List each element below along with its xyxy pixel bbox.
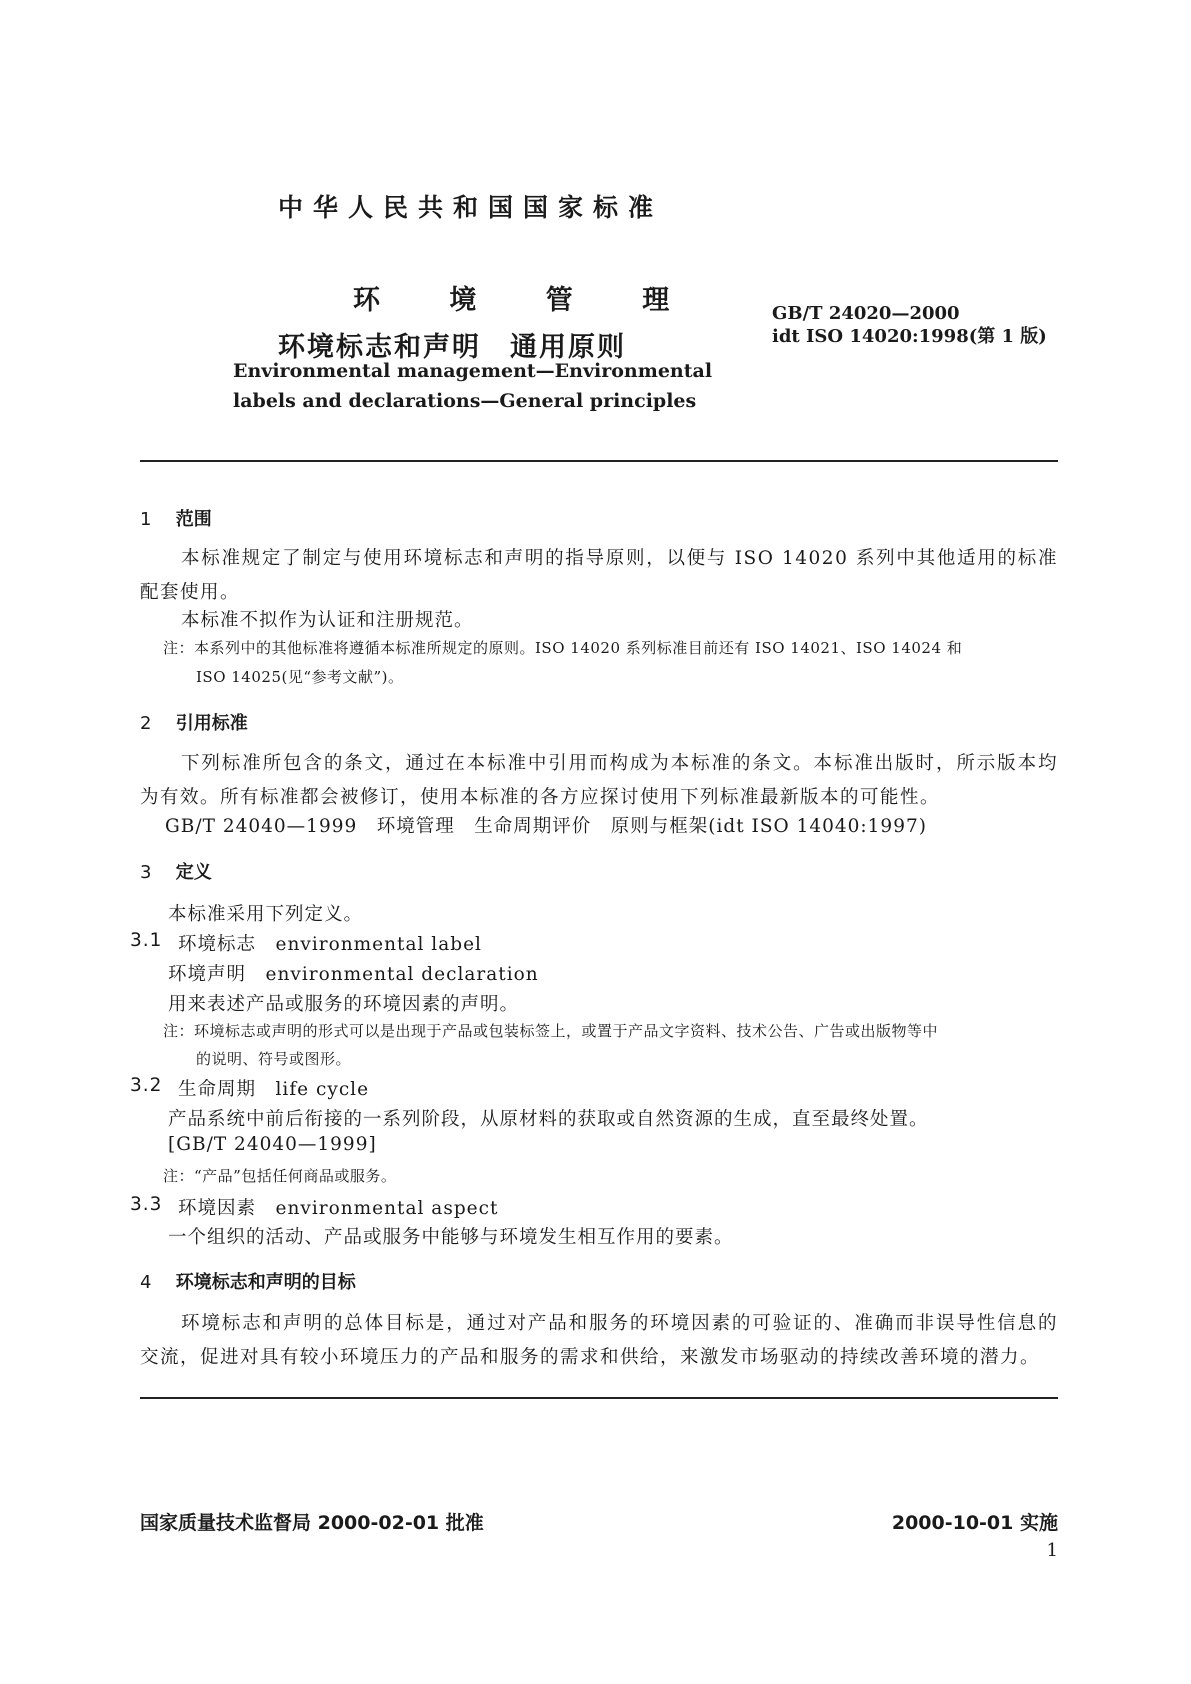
section-2-paragraph-1: 下列标准所包含的条文，通过在本标准中引用而构成为本标准的条文。本标准出版时，所示版本均为有效。所有标准都会被修订，使用本标准的各方应探讨使用下列标准最新版本的可能性。 <box>140 753 1058 808</box>
term-3-1-number: 3.1 <box>130 930 163 951</box>
approval-info: 国家质量技术监督局 2000-02-01 批准 <box>140 1512 484 1534</box>
section-title: 引用标准 <box>175 713 248 734</box>
effective-date: 2000-10-01 实施 <box>891 1512 1058 1534</box>
section-1-paragraph-2: 本标准不拟作为认证和注册规范。 <box>181 610 474 631</box>
document-title-line1: 环 境 管 理 <box>353 285 700 316</box>
section-1-paragraph-1: 本标准规定了制定与使用环境标志和声明的指导原则，以便与 ISO 14020 系列中其他适用的标准配套使用。 <box>140 548 1058 603</box>
section-1-note-line1: 注：本系列中的其他标准将遵循本标准所规定的原则。ISO 14020 系列标准目前还有 ISO 14021、ISO 14024 和 <box>163 639 963 657</box>
section-title: 环境标志和声明的目标 <box>175 1272 356 1293</box>
term-3-1-label: 环境标志 environmental label <box>178 934 482 955</box>
term-3-1-note-line1: 注：环境标志或声明的形式可以是出现于产品或包装标签上，或置于产品文字资料、技术公告、广告或出版物等中 <box>163 1022 939 1040</box>
english-title-line1: Environmental management—Environmental <box>233 360 713 382</box>
term-3-3-definition: 一个组织的活动、产品或服务中能够与环境发生相互作用的要素。 <box>168 1227 734 1248</box>
term-3-2-source: [GB/T 24040—1999] <box>168 1134 377 1155</box>
page-number: 1 <box>1046 1540 1058 1561</box>
section-number: 1 <box>140 509 152 530</box>
term-3-3-label: 环境因素 environmental aspect <box>178 1198 499 1219</box>
section-1-heading <box>140 505 212 531</box>
section-4-heading <box>140 1268 356 1294</box>
section-number: 4 <box>140 1272 152 1293</box>
section-number: 3 <box>140 862 152 883</box>
standard-category-title: 中华人民共和国国家标准 <box>278 193 664 222</box>
section-title: 范围 <box>175 509 212 530</box>
term-3-1-definition: 用来表述产品或服务的环境因素的声明。 <box>168 994 520 1015</box>
term-3-1-note-line2: 的说明、符号或图形。 <box>196 1050 352 1068</box>
section-number: 2 <box>140 713 152 734</box>
section-2-heading <box>140 709 248 735</box>
document-title-line2: 环境标志和声明 通用原则 <box>278 332 626 363</box>
section-1-note-line2: ISO 14025(见“参考文献”)。 <box>196 668 404 686</box>
term-3-2-definition: 产品系统中前后衔接的一系列阶段，从原材料的获取或自然资源的生成，直至最终处置。 <box>168 1109 929 1130</box>
standard-equivalence: idt ISO 14020:1998(第 1 版) <box>772 326 1047 347</box>
section-4-paragraph-1: 环境标志和声明的总体目标是，通过对产品和服务的环境因素的可验证的、准确而非误导性信息的交流，促进对具有较小环境压力的产品和服务的需求和供给，来激发市场驱动的持续改善环境的潜力。 <box>140 1313 1058 1368</box>
term-3-1-synonym: 环境声明 environmental declaration <box>168 964 539 985</box>
footer-divider <box>140 1397 1058 1399</box>
term-3-3-number: 3.3 <box>130 1194 163 1215</box>
term-3-2-label: 生命周期 life cycle <box>178 1079 370 1100</box>
term-3-2-note: 注：“产品”包括任何商品或服务。 <box>163 1167 397 1185</box>
header-divider <box>140 460 1058 462</box>
term-3-2-number: 3.2 <box>130 1075 163 1096</box>
standard-code: GB/T 24020—2000 <box>772 303 960 324</box>
section-3-heading <box>140 858 212 884</box>
section-title: 定义 <box>175 862 212 883</box>
english-title-line2: labels and declarations—General principles <box>233 390 697 412</box>
normative-reference: GB/T 24040—1999 环境管理 生命周期评价 原则与框架(idt ISO 14040:1997) <box>165 816 927 837</box>
definitions-intro: 本标准采用下列定义。 <box>168 904 364 925</box>
